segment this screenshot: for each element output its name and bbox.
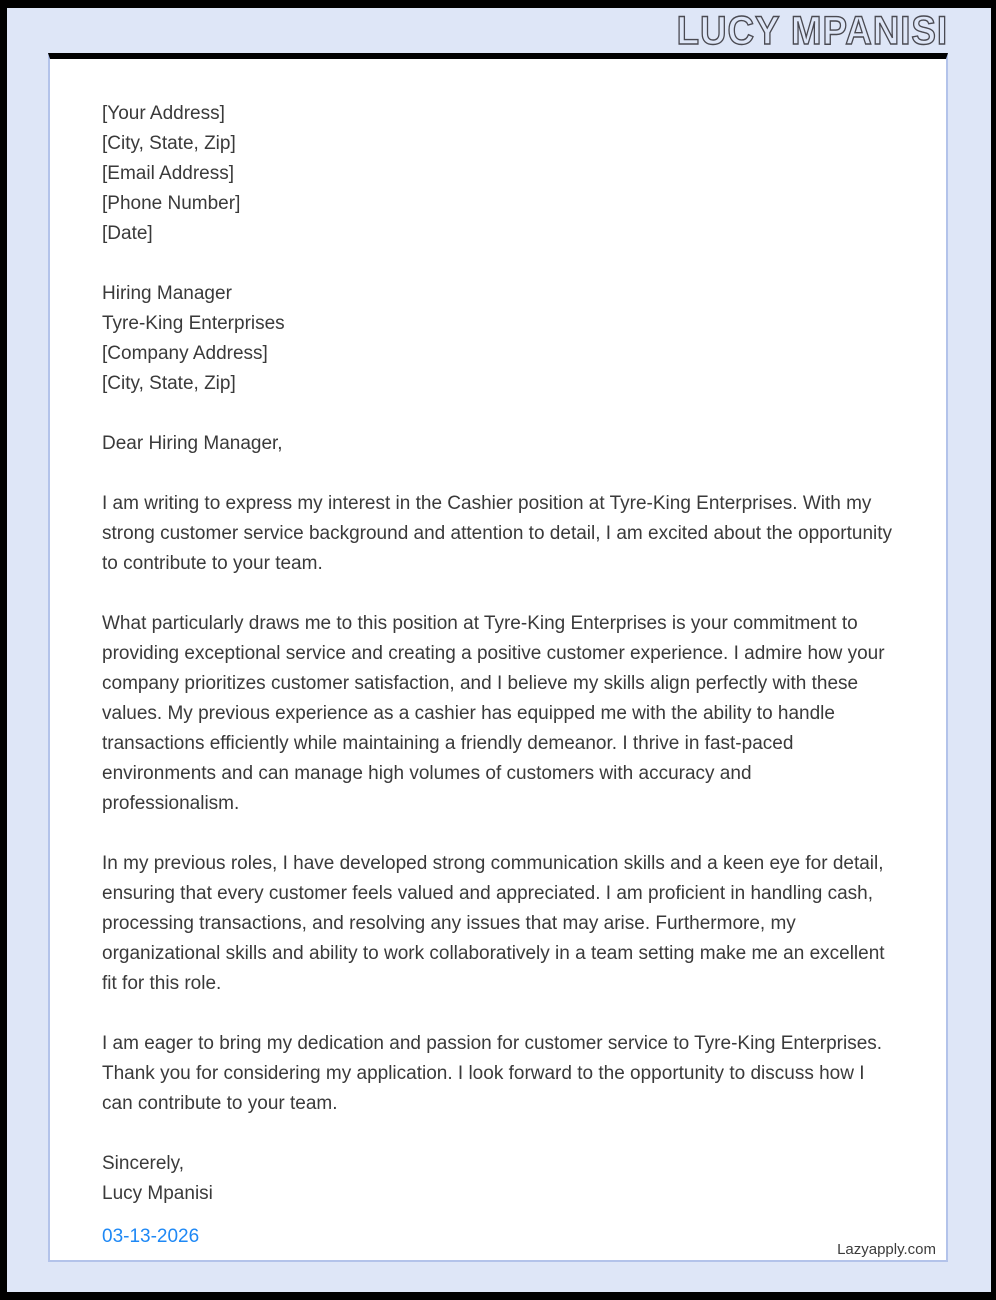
header-candidate-name: LUCY MPANISI [676,9,948,53]
sender-city-line: [City, State, Zip] [102,133,236,154]
sender-date-line: [Date] [102,223,153,244]
paragraph-skills: In my previous roles, I have developed strong communication skills and a keen eye for detail, ensuring that every customer feels valued and appreciated. I am proficient in handling cash, processing transactions, and resolving any issues that may arise. Furthermore, my organizational skills and ability to work collaboratively in a team setting make me an excellent fit for this role. [102,853,885,994]
letter-content [50,59,946,1252]
salutation: Dear Hiring Manager, [102,433,283,454]
sender-email-line: [Email Address] [102,163,234,184]
paragraph-motivation: What particularly draws me to this position at Tyre-King Enterprises is your commitment to providing exceptional service and creating a positive customer experience. I admire how your company prioritizes customer satisfaction, and I believe my skills align perfectly with these values. My previous experience as a cashier has equipped me with the ability to handle transactions efficiently while maintaining a friendly demeanor. I thrive in fast-paced environments and can manage high volumes of customers with accuracy and professionalism. [102,613,885,814]
letter-date[interactable]: 03-13-2026 [102,1226,200,1247]
valediction: Sincerely, [102,1153,185,1174]
recipient-company-address-line: [Company Address] [102,343,268,364]
closing-block [102,1149,894,1209]
sender-address-line: [Your Address] [102,103,225,124]
paragraph-closing-statement: I am eager to bring my dedication and passion for customer service to Tyre-King Enterprises. Thank you for considering my application. I look forward to the opportunity to discuss how I can contribute to your team. [102,1033,883,1114]
recipient-city-line: [City, State, Zip] [102,373,236,394]
paragraph-intro: I am writing to express my interest in the Cashier position at Tyre-King Enterprises. With my strong customer service background and attention to detail, I am excited about the opportunity to contribute to your team. [102,493,893,574]
signature-name: Lucy Mpanisi [102,1183,213,1204]
recipient-company-line: Tyre-King Enterprises [102,313,285,334]
sender-address-block [102,99,894,249]
recipient-title-line: Hiring Manager [102,283,232,304]
recipient-address-block [102,279,894,399]
watermark: Lazyapply.com [837,1241,936,1258]
sender-phone-line: [Phone Number] [102,193,241,214]
letter-page [48,53,948,1262]
